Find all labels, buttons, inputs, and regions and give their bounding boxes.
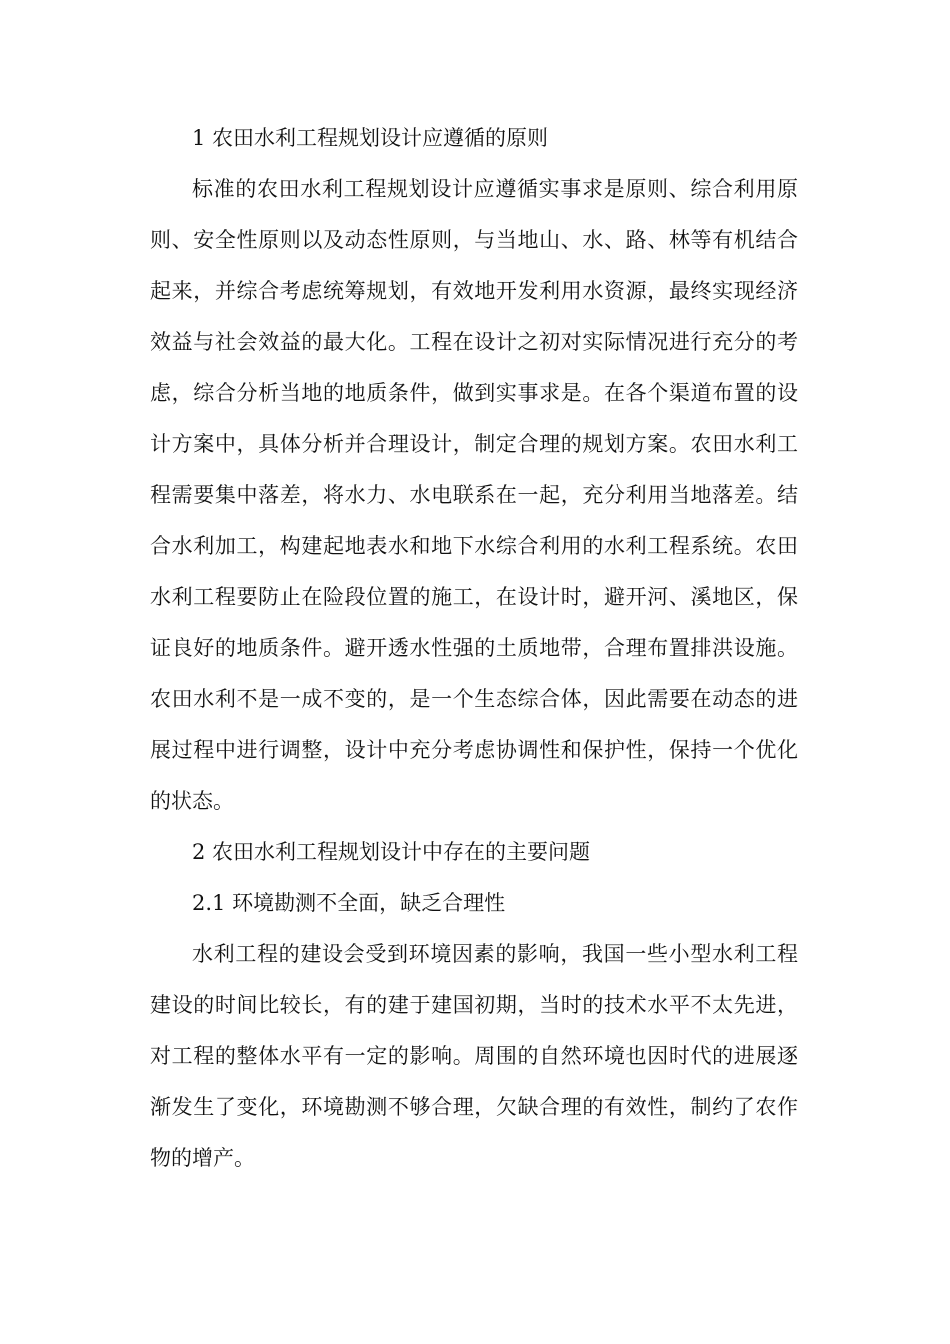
section-2-heading: 2 农田水利工程规划设计中存在的主要问题 bbox=[192, 840, 591, 864]
section-1-paragraph: 标准的农田水利工程规划设计应遵循实事求是原则、综合利用原则、安全性原则以及动态性原则，与当地山、水、路、林等有机结合起来，并综合考虑统筹规划，有效地开发利用水资源，最终实现经济效益与社会效益的最大化。工程在设计之初对实际情况进行充分的考虑，综合分析当地的地质条件，做到实事求是。在各个渠道布置的设计方案中，具体分析并合理设计，制定合理的规划方案。农田水利工程需要集中落差，将水力、水电联系在一起，充分利用当地落差。结合水利加工，构建起地表水和地下水综合利用的水利工程系统。农田水利工程要防止在险段位置的施工，在设计时，避开河、溪地区，保证良好的地质条件。避开透水性强的土质地带，合理布置排洪设施。农田水利不是一成不变的，是一个生态综合体，因此需要在动态的进展过程中进行调整，设计中充分考虑协调性和保护性，保持一个优化的状态。 bbox=[150, 177, 798, 813]
section-2-1-paragraph: 水利工程的建设会受到环境因素的影响，我国一些小型水利工程建设的时间比较长，有的建于建国初期，当时的技术水平不太先进，对工程的整体水平有一定的影响。周围的自然环境也因时代的进展逐渐发生了变化，环境勘测不够合理，欠缺合理的有效性，制约了农作物的增产。 bbox=[150, 942, 798, 1170]
document-body bbox=[150, 113, 798, 1184]
section-2-1-heading: 2.1 环境勘测不全面，缺乏合理性 bbox=[192, 891, 506, 915]
section-1-heading: 1 农田水利工程规划设计应遵循的原则 bbox=[192, 126, 549, 150]
